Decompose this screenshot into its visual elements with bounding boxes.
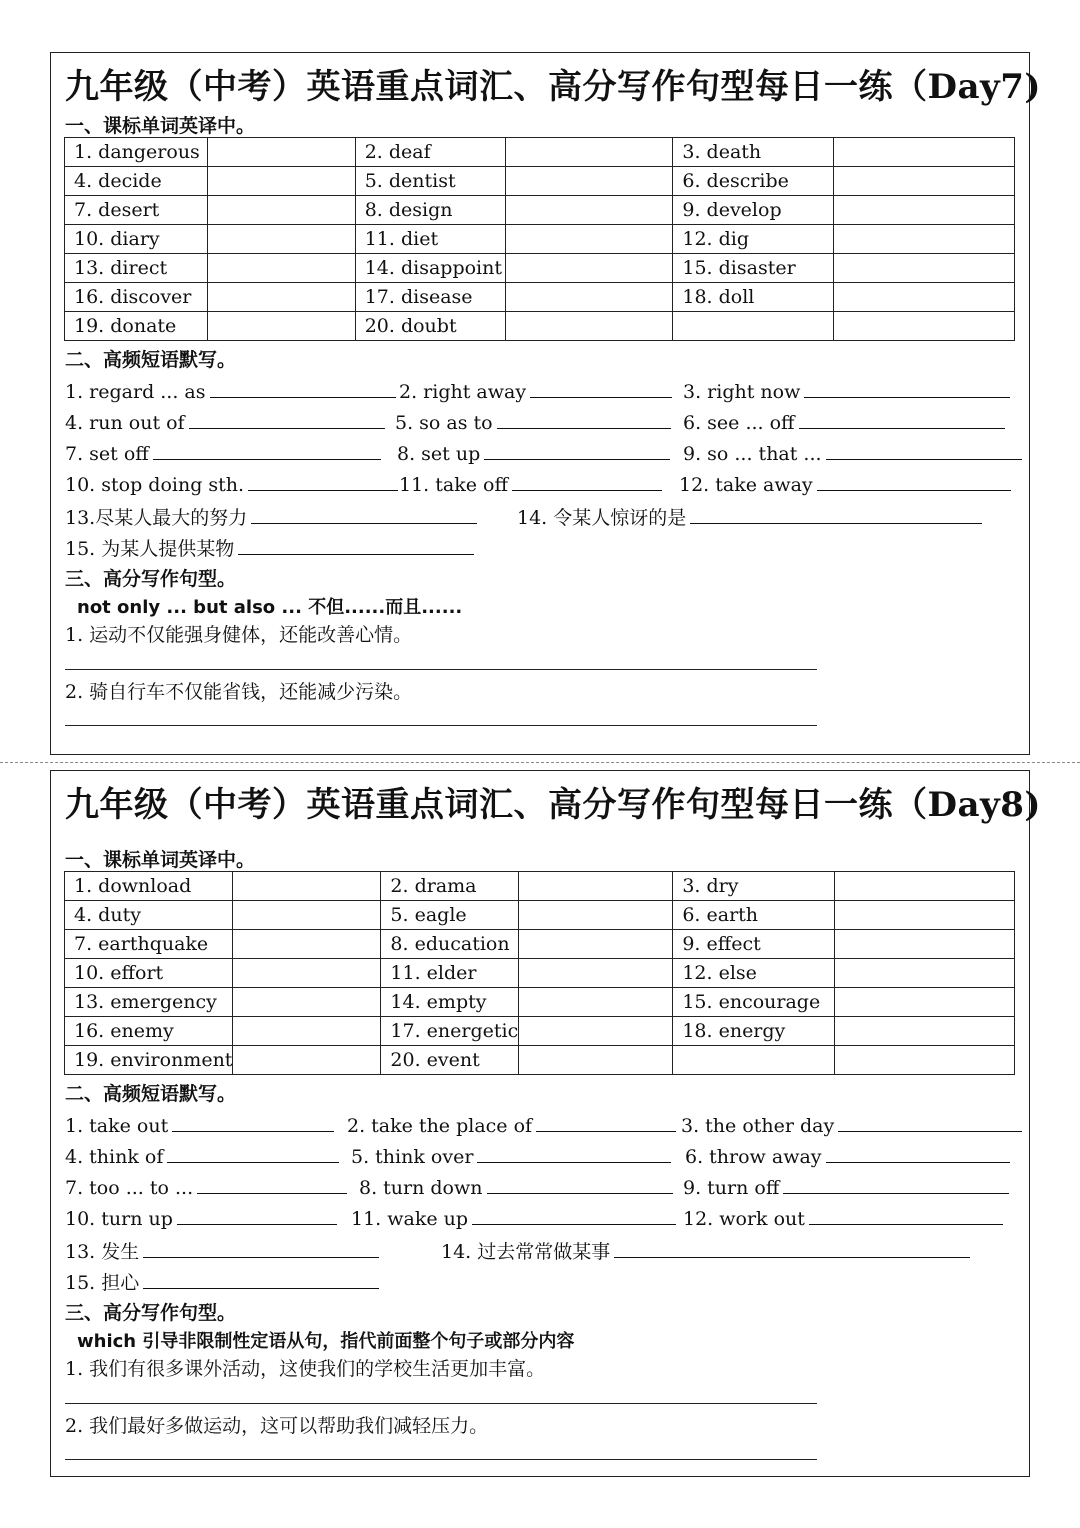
answer-blank[interactable]: [783, 1175, 1009, 1194]
answer-blank[interactable]: [530, 379, 672, 398]
word-cell: 3. dry: [673, 872, 835, 901]
vocabulary-table: [64, 137, 1015, 341]
answer-line[interactable]: [65, 669, 817, 670]
phrase-item: 9. turn off: [683, 1175, 1009, 1199]
answer-cell[interactable]: [233, 901, 381, 930]
answer-blank[interactable]: [809, 1206, 1003, 1225]
answer-line[interactable]: [65, 1459, 817, 1460]
phrase-item: 1. take out: [65, 1113, 334, 1137]
word-cell: 5. eagle: [381, 901, 519, 930]
word-cell: 19. environment: [65, 1046, 233, 1075]
answer-cell[interactable]: [834, 283, 1015, 312]
answer-blank[interactable]: [153, 441, 381, 460]
word-cell: 13. emergency: [65, 988, 233, 1017]
phrase-item: 9. so ... that ...: [683, 441, 1022, 465]
answer-cell[interactable]: [835, 901, 1015, 930]
table-row: [65, 930, 1015, 959]
answer-cell[interactable]: [207, 167, 355, 196]
word-cell: 20. doubt: [355, 312, 505, 341]
phrase-item: 7. too ... to ...: [65, 1175, 347, 1199]
answer-blank[interactable]: [143, 1270, 379, 1289]
answer-cell[interactable]: [505, 283, 673, 312]
answer-cell[interactable]: [207, 225, 355, 254]
word-cell: 13. direct: [65, 254, 208, 283]
answer-cell[interactable]: [505, 254, 673, 283]
answer-cell[interactable]: [233, 930, 381, 959]
word-cell: 4. decide: [65, 167, 208, 196]
translation-prompt: 1. 运动不仅能强身健体，还能改善心情。: [65, 624, 413, 646]
word-cell: 20. event: [381, 1046, 519, 1075]
answer-blank[interactable]: [826, 441, 1022, 460]
word-cell: 15. disaster: [673, 254, 834, 283]
word-cell: 2. drama: [381, 872, 519, 901]
answer-blank[interactable]: [487, 1175, 673, 1194]
sentence-pattern: not only ... but also ... 不但......而且......: [77, 597, 463, 618]
section-vocabulary-label: 一、课标单词英译中。: [65, 849, 256, 871]
answer-blank[interactable]: [248, 472, 398, 491]
answer-cell[interactable]: [835, 1046, 1015, 1075]
phrase-item: 14. 过去常常做某事: [441, 1237, 970, 1264]
answer-cell[interactable]: [233, 959, 381, 988]
answer-cell[interactable]: [834, 312, 1015, 341]
answer-cell[interactable]: [834, 138, 1015, 167]
word-cell: 5. dentist: [355, 167, 505, 196]
word-cell: 6. earth: [673, 901, 835, 930]
word-cell: 18. doll: [673, 283, 834, 312]
word-cell: [673, 1046, 835, 1075]
word-cell: 9. develop: [673, 196, 834, 225]
answer-cell[interactable]: [207, 283, 355, 312]
answer-cell[interactable]: [207, 138, 355, 167]
vocabulary-table: [64, 871, 1015, 1075]
answer-blank[interactable]: [143, 1239, 379, 1258]
answer-cell[interactable]: [835, 988, 1015, 1017]
answer-cell[interactable]: [519, 930, 673, 959]
answer-cell[interactable]: [835, 872, 1015, 901]
table-row: [65, 959, 1015, 988]
sentence-pattern: which 引导非限制性定语从句，指代前面整个句子或部分内容: [77, 1331, 575, 1352]
answer-cell[interactable]: [233, 988, 381, 1017]
table-row: [65, 196, 1015, 225]
word-cell: 18. energy: [673, 1017, 835, 1046]
answer-blank[interactable]: [210, 379, 396, 398]
table-row: [65, 988, 1015, 1017]
worksheet-title: 九年级（中考）英语重点词汇、高分写作句型每日一练（Day8): [65, 785, 1042, 825]
answer-blank[interactable]: [614, 1239, 970, 1258]
answer-blank[interactable]: [477, 1144, 671, 1163]
phrase-item: 8. set up: [397, 441, 670, 465]
table-row: [65, 312, 1015, 341]
answer-cell[interactable]: [519, 988, 673, 1017]
answer-blank[interactable]: [536, 1113, 676, 1132]
answer-blank[interactable]: [177, 1206, 337, 1225]
answer-blank[interactable]: [826, 1144, 1010, 1163]
worksheet-day8: [50, 770, 1042, 1477]
phrase-item: 4. think of: [65, 1144, 339, 1168]
phrase-item: 5. so as to: [395, 410, 671, 434]
answer-blank[interactable]: [251, 505, 477, 524]
phrase-item: 6. throw away: [685, 1144, 1010, 1168]
word-cell: 17. disease: [355, 283, 505, 312]
answer-cell[interactable]: [233, 872, 381, 901]
phrase-item: 8. turn down: [359, 1175, 673, 1199]
phrase-item: 4. run out of: [65, 410, 385, 434]
translation-prompt: 2. 我们最好多做运动，这可以帮助我们减轻压力。: [65, 1415, 489, 1437]
answer-blank[interactable]: [189, 410, 385, 429]
answer-cell[interactable]: [207, 196, 355, 225]
phrase-item: 1. regard ... as: [65, 379, 396, 403]
answer-blank[interactable]: [799, 410, 1005, 429]
phrase-item: 6. see ... off: [683, 410, 1005, 434]
table-row: [65, 1046, 1015, 1075]
phrase-item: 15. 为某人提供某物: [65, 534, 474, 561]
answer-cell[interactable]: [519, 872, 673, 901]
phrase-item: 15. 担心: [65, 1268, 379, 1295]
table-row: [65, 901, 1015, 930]
word-cell: 4. duty: [65, 901, 233, 930]
phrase-item: 12. take away: [679, 472, 1011, 496]
phrase-item: 11. take off: [399, 472, 662, 496]
word-cell: 8. design: [355, 196, 505, 225]
phrase-item: 2. take the place of: [347, 1113, 676, 1137]
answer-line[interactable]: [65, 1403, 817, 1404]
table-row: [65, 225, 1015, 254]
answer-blank[interactable]: [472, 1206, 676, 1225]
translation-prompt: 2. 骑自行车不仅能省钱，还能减少污染。: [65, 681, 413, 703]
answer-cell[interactable]: [233, 1017, 381, 1046]
phrase-item: 2. right away: [399, 379, 672, 403]
worksheet-title: 九年级（中考）英语重点词汇、高分写作句型每日一练（Day7): [65, 67, 1042, 107]
answer-cell[interactable]: [505, 225, 673, 254]
answer-blank[interactable]: [817, 472, 1011, 491]
section-phrases-label: 二、高频短语默写。: [65, 1083, 237, 1105]
answer-cell[interactable]: [835, 959, 1015, 988]
answer-blank[interactable]: [197, 1175, 347, 1194]
answer-cell[interactable]: [834, 254, 1015, 283]
answer-cell[interactable]: [519, 901, 673, 930]
phrase-item: 14. 令某人惊讶的是: [517, 503, 982, 530]
word-cell: [673, 312, 834, 341]
word-cell: 12. dig: [673, 225, 834, 254]
phrase-item: 12. work out: [683, 1206, 1003, 1230]
phrase-item: 3. right now: [683, 379, 1010, 403]
answer-blank[interactable]: [497, 410, 671, 429]
word-cell: 3. death: [673, 138, 834, 167]
answer-blank[interactable]: [238, 536, 474, 555]
worksheet-day7: [50, 52, 1042, 755]
answer-blank[interactable]: [804, 379, 1010, 398]
phrase-item: 5. think over: [351, 1144, 671, 1168]
table-row: [65, 138, 1015, 167]
answer-blank[interactable]: [690, 505, 982, 524]
word-cell: 11. diet: [355, 225, 505, 254]
word-cell: 19. donate: [65, 312, 208, 341]
phrase-item: 7. set off: [65, 441, 381, 465]
answer-cell[interactable]: [207, 312, 355, 341]
word-cell: 14. disappoint: [355, 254, 505, 283]
answer-cell[interactable]: [519, 1017, 673, 1046]
table-row: [65, 283, 1015, 312]
table-row: [65, 254, 1015, 283]
answer-blank[interactable]: [484, 441, 670, 460]
answer-cell[interactable]: [835, 1017, 1015, 1046]
answer-cell[interactable]: [519, 959, 673, 988]
phrase-item: 13.尽某人最大的努力: [65, 503, 477, 530]
word-cell: 8. education: [381, 930, 519, 959]
section-vocabulary-label: 一、课标单词英译中。: [65, 115, 256, 137]
word-cell: 7. earthquake: [65, 930, 233, 959]
word-cell: 2. deaf: [355, 138, 505, 167]
word-cell: 11. elder: [381, 959, 519, 988]
word-cell: 10. diary: [65, 225, 208, 254]
section-phrases-label: 二、高频短语默写。: [65, 349, 237, 371]
word-cell: 16. enemy: [65, 1017, 233, 1046]
phrase-item: 11. wake up: [351, 1206, 676, 1230]
answer-cell[interactable]: [834, 196, 1015, 225]
answer-line[interactable]: [65, 725, 817, 726]
answer-cell[interactable]: [835, 930, 1015, 959]
answer-cell[interactable]: [519, 1046, 673, 1075]
answer-cell[interactable]: [834, 225, 1015, 254]
word-cell: 9. effect: [673, 930, 835, 959]
answer-cell[interactable]: [505, 312, 673, 341]
table-row: [65, 1017, 1015, 1046]
word-cell: 1. download: [65, 872, 233, 901]
answer-cell[interactable]: [505, 196, 673, 225]
word-cell: 6. describe: [673, 167, 834, 196]
answer-cell[interactable]: [233, 1046, 381, 1075]
word-cell: 15. encourage: [673, 988, 835, 1017]
word-cell: 14. empty: [381, 988, 519, 1017]
answer-cell[interactable]: [505, 138, 673, 167]
answer-blank[interactable]: [512, 472, 662, 491]
word-cell: 7. desert: [65, 196, 208, 225]
word-cell: 12. else: [673, 959, 835, 988]
answer-cell[interactable]: [207, 254, 355, 283]
answer-blank[interactable]: [838, 1113, 1022, 1132]
table-row: [65, 872, 1015, 901]
answer-blank[interactable]: [167, 1144, 339, 1163]
translation-prompt: 1. 我们有很多课外活动，这使我们的学校生活更加丰富。: [65, 1358, 546, 1380]
word-cell: 17. energetic: [381, 1017, 519, 1046]
cut-divider: [0, 762, 1080, 763]
answer-blank[interactable]: [172, 1113, 334, 1132]
section-writing-label: 三、高分写作句型。: [65, 1302, 237, 1324]
section-writing-label: 三、高分写作句型。: [65, 568, 237, 590]
word-cell: 16. discover: [65, 283, 208, 312]
answer-cell[interactable]: [834, 167, 1015, 196]
word-cell: 1. dangerous: [65, 138, 208, 167]
phrase-item: 10. stop doing sth.: [65, 472, 398, 496]
word-cell: 10. effort: [65, 959, 233, 988]
phrase-item: 3. the other day: [681, 1113, 1022, 1137]
phrase-item: 13. 发生: [65, 1237, 379, 1264]
phrase-item: 10. turn up: [65, 1206, 337, 1230]
table-row: [65, 167, 1015, 196]
answer-cell[interactable]: [505, 167, 673, 196]
